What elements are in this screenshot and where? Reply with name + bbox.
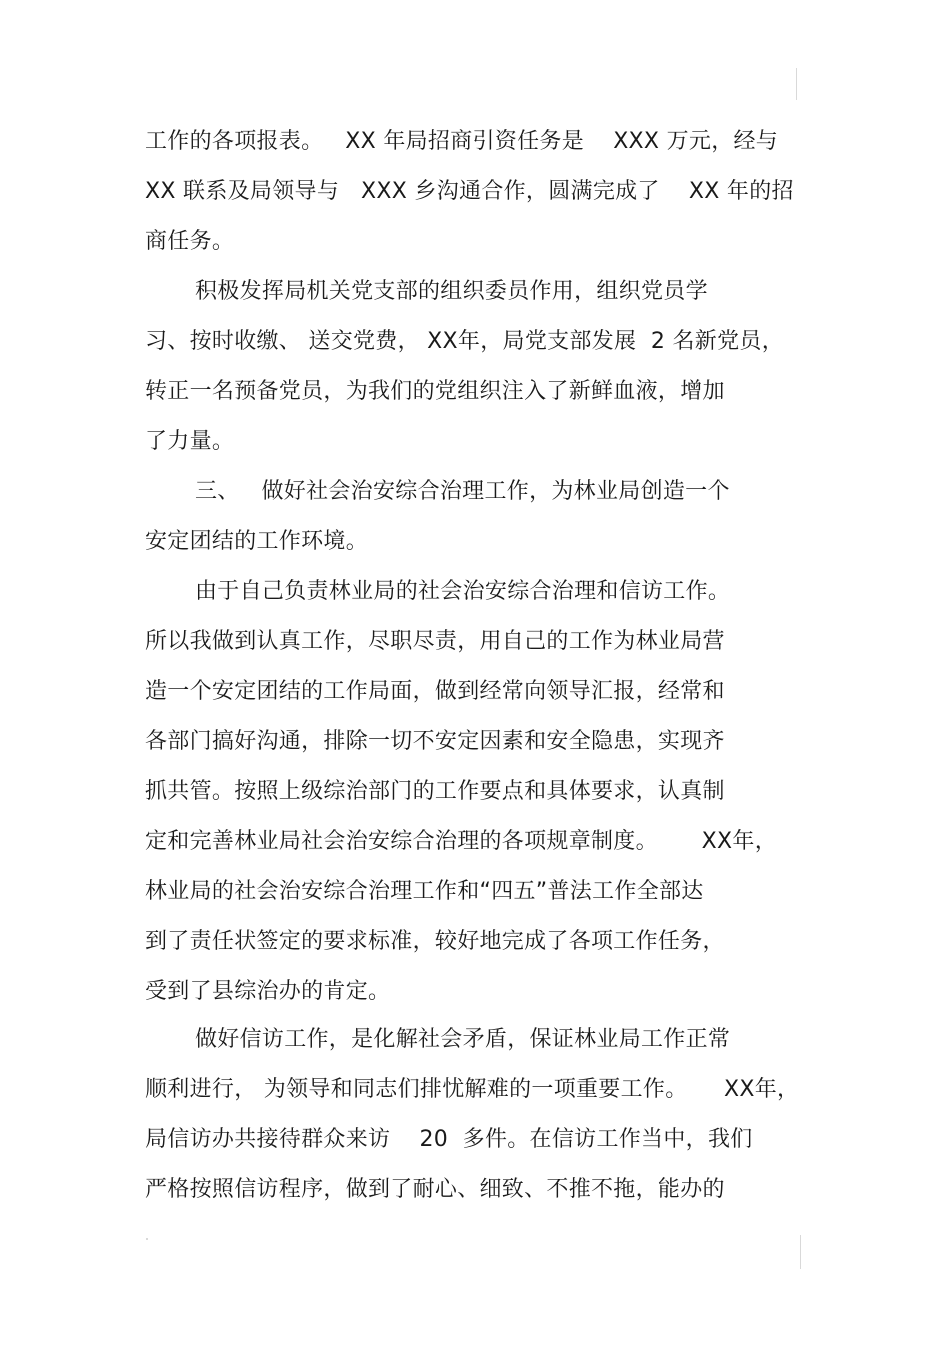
text-line: 受到了县综治办的肯定。 bbox=[145, 979, 391, 1004]
page-edge-mark-top bbox=[796, 68, 797, 100]
text-line: 商任务。 bbox=[145, 229, 235, 254]
paragraph-first-line: 做好信访工作，是化解社会矛盾，保证林业局工作正常 bbox=[195, 1027, 731, 1052]
page-corner-dot bbox=[146, 1238, 148, 1240]
page-edge-mark-bottom bbox=[800, 1235, 801, 1269]
text-line: 顺利进行， 为领导和同志们排忧解难的一项重要工作。 XX年， bbox=[145, 1077, 800, 1102]
text-line: 严格按照信访程序，做到了耐心、细致、不推不拖，能办的 bbox=[145, 1177, 725, 1202]
text-line: 抓共管。按照上级综治部门的工作要点和具体要求，认真制 bbox=[145, 779, 725, 804]
text-line: 到了责任状签定的要求标准，较好地完成了各项工作任务， bbox=[145, 929, 725, 954]
text-line: 习、按时收缴、 送交党费， XX年，局党支部发展 2 名新党员， bbox=[145, 329, 785, 354]
text-line: 安定团结的工作环境。 bbox=[145, 529, 369, 554]
text-line: 工作的各项报表。 XX 年局招商引资任务是 XXX 万元，经与 bbox=[145, 129, 779, 154]
text-line: XX 联系及局领导与 XXX 乡沟通合作，圆满完成了 XX 年的招 bbox=[145, 179, 794, 204]
text-line: 了力量。 bbox=[145, 429, 235, 454]
text-line: 定和完善林业局社会治安综合治理的各项规章制度。 XX年， bbox=[145, 829, 778, 854]
text-line: 造一个安定团结的工作局面，做到经常向领导汇报，经常和 bbox=[145, 679, 725, 704]
text-line: 各部门搞好沟通，排除一切不安定因素和安全隐患，实现齐 bbox=[145, 729, 725, 754]
section-heading-line: 三、 做好社会治安综合治理工作，为林业局创造一个 bbox=[195, 479, 730, 504]
text-line: 林业局的社会治安综合治理工作和“四五”普法工作全部达 bbox=[145, 879, 704, 904]
paragraph-first-line: 由于自己负责林业局的社会治安综合治理和信访工作。 bbox=[195, 579, 731, 604]
text-line: 所以我做到认真工作，尽职尽责，用自己的工作为林业局营 bbox=[145, 629, 725, 654]
text-line: 局信访办共接待群众来访 20 多件。在信访工作当中，我们 bbox=[145, 1127, 753, 1152]
text-line: 转正一名预备党员，为我们的党组织注入了新鲜血液，增加 bbox=[145, 379, 725, 404]
paragraph-first-line: 积极发挥局机关党支部的组织委员作用，组织党员学 bbox=[195, 279, 708, 304]
